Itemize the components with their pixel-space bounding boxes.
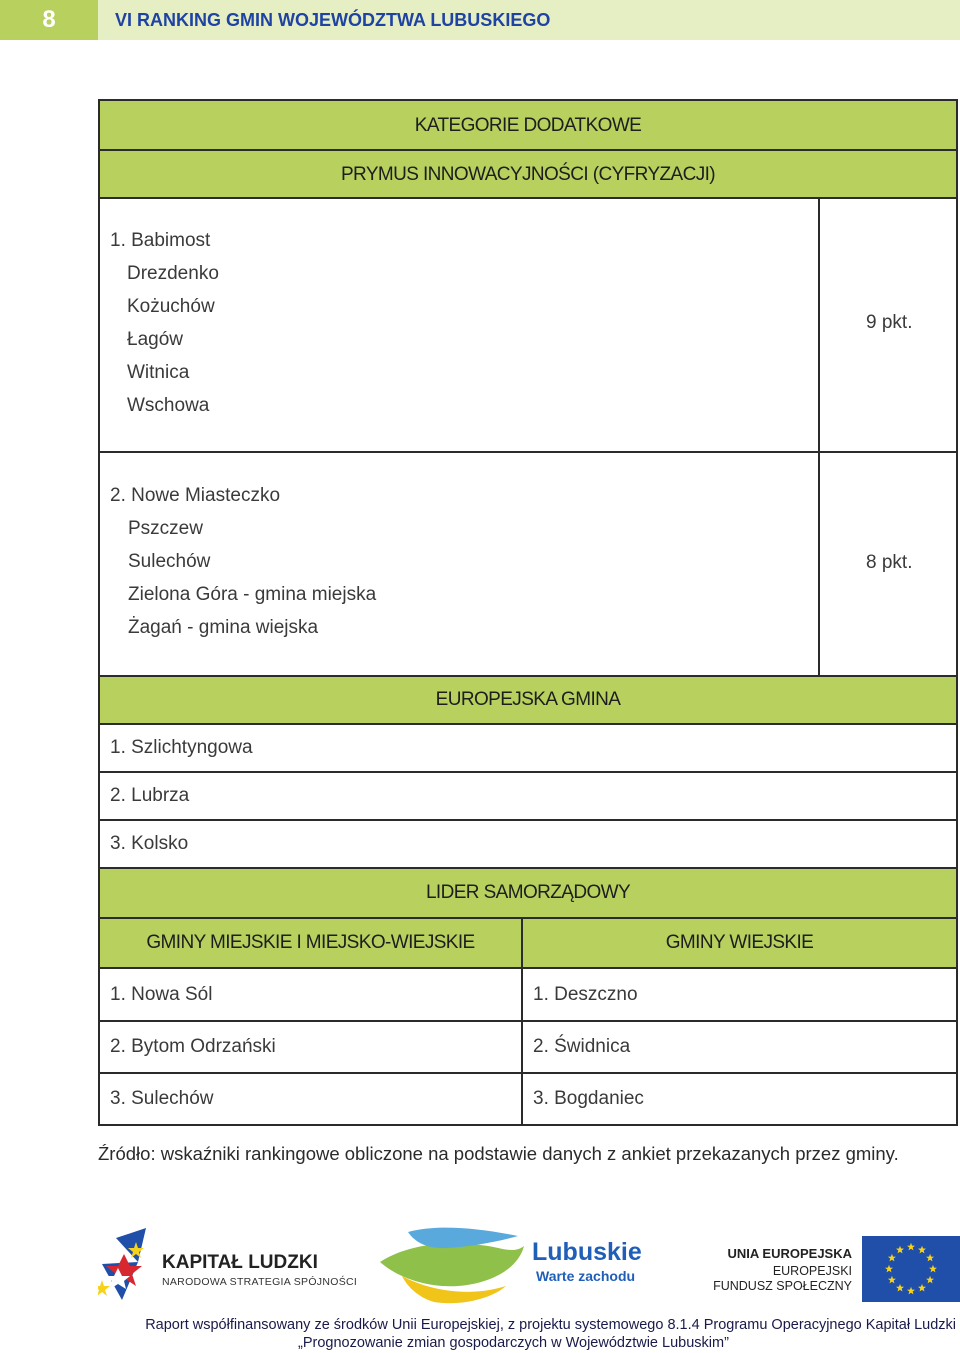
page-title: VI RANKING GMIN WOJEWÓDZTWA LUBUSKIEGO <box>98 0 960 40</box>
leader-row-2-col2 <box>521 1020 958 1074</box>
leader-row-1-col2 <box>521 967 958 1022</box>
footer-line-2: „Prognozowanie zmian gospodarczych w Województwie Lubuskim” <box>298 1335 729 1351</box>
kapital-ludzki-logo <box>98 1228 358 1308</box>
list-item: 1. Szlichtyngowa <box>110 737 253 758</box>
lubuskie-title: Lubuskie <box>532 1238 642 1266</box>
kl-title: KAPITAŁ LUDZKI <box>162 1252 318 1273</box>
list-item: Zielona Góra - gmina miejska <box>128 584 377 605</box>
kl-subtitle: NARODOWA STRATEGIA SPÓJNOŚCI <box>162 1276 358 1288</box>
innovation-heading: PRYMUS INNOWACYJNOŚCI (CYFRYZACJI) <box>98 149 958 199</box>
leader-row-3-col2 <box>521 1072 958 1126</box>
leader-row-2-col1 <box>98 1020 523 1074</box>
kapital-ludzki-emblem-icon <box>98 1228 158 1304</box>
eu-line-1: UNIA EUROPEJSKA <box>727 1246 852 1261</box>
lubuskie-logo <box>378 1226 668 1310</box>
list-item: Wschowa <box>127 395 210 416</box>
list-item: Sulechów <box>128 551 211 572</box>
leader-col1-heading: GMINY MIEJSKIE I MIEJSKO-WIEJSKIE <box>98 917 523 969</box>
list-item: Pszczew <box>128 518 203 539</box>
lubuskie-wave-icon <box>378 1226 528 1306</box>
list-item: 1. Babimost <box>110 230 211 251</box>
leader-row-3-col1 <box>98 1072 523 1126</box>
list-item: Witnica <box>127 362 190 383</box>
leader-heading: LIDER SAMORZĄDOWY <box>98 867 958 919</box>
innovation-group-1-list <box>110 224 219 422</box>
eu-flag-icon <box>862 1236 960 1302</box>
list-item: 2. Nowe Miasteczko <box>110 485 281 506</box>
list-item: 3. Bogdaniec <box>533 1088 644 1109</box>
list-item: 1. Nowa Sól <box>110 983 213 1005</box>
eu-logo <box>713 1236 960 1306</box>
categories-heading: KATEGORIE DODATKOWE <box>98 99 958 151</box>
european-row-3 <box>98 819 958 869</box>
list-item: Łagów <box>127 329 183 350</box>
innovation-group-1-points: 9 pkt. <box>866 312 913 333</box>
list-item: Drezdenko <box>127 263 219 284</box>
page-number: 8 <box>0 0 98 40</box>
list-item: 3. Sulechów <box>110 1088 214 1109</box>
footer-line-1: Raport współfinansowany ze środków Unii Europejskiej, z projektu systemowego 8.1.4 Programu Operacyjnego Kapitał Ludzki <box>145 1317 956 1333</box>
leader-row-1-col1 <box>98 967 523 1022</box>
european-row-1 <box>98 723 958 773</box>
list-item: 1. Deszczno <box>533 983 638 1005</box>
innovation-group-2-points: 8 pkt. <box>866 552 913 573</box>
list-item: 2. Bytom Odrzański <box>110 1036 276 1057</box>
eu-line-3: FUNDUSZ SPOŁECZNY <box>713 1279 852 1293</box>
list-item: Żagań - gmina wiejska <box>128 617 319 638</box>
list-item: Kożuchów <box>127 296 215 317</box>
source-note: Źródło: wskaźniki rankingowe obliczone na podstawie danych z ankiet przekazanych przez gminy. <box>98 1143 899 1164</box>
list-item: 2. Świdnica <box>533 1036 631 1057</box>
european-heading: EUROPEJSKA GMINA <box>98 675 958 725</box>
european-row-2 <box>98 771 958 821</box>
leader-col2-heading: GMINY WIEJSKIE <box>521 917 958 969</box>
list-item: 2. Lubrza <box>110 785 190 806</box>
eu-line-2: EUROPEJSKI <box>772 1264 852 1278</box>
list-item: 3. Kolsko <box>110 833 189 854</box>
lubuskie-subtitle: Warte zachodu <box>536 1268 636 1284</box>
innovation-group-2-list <box>110 479 376 644</box>
